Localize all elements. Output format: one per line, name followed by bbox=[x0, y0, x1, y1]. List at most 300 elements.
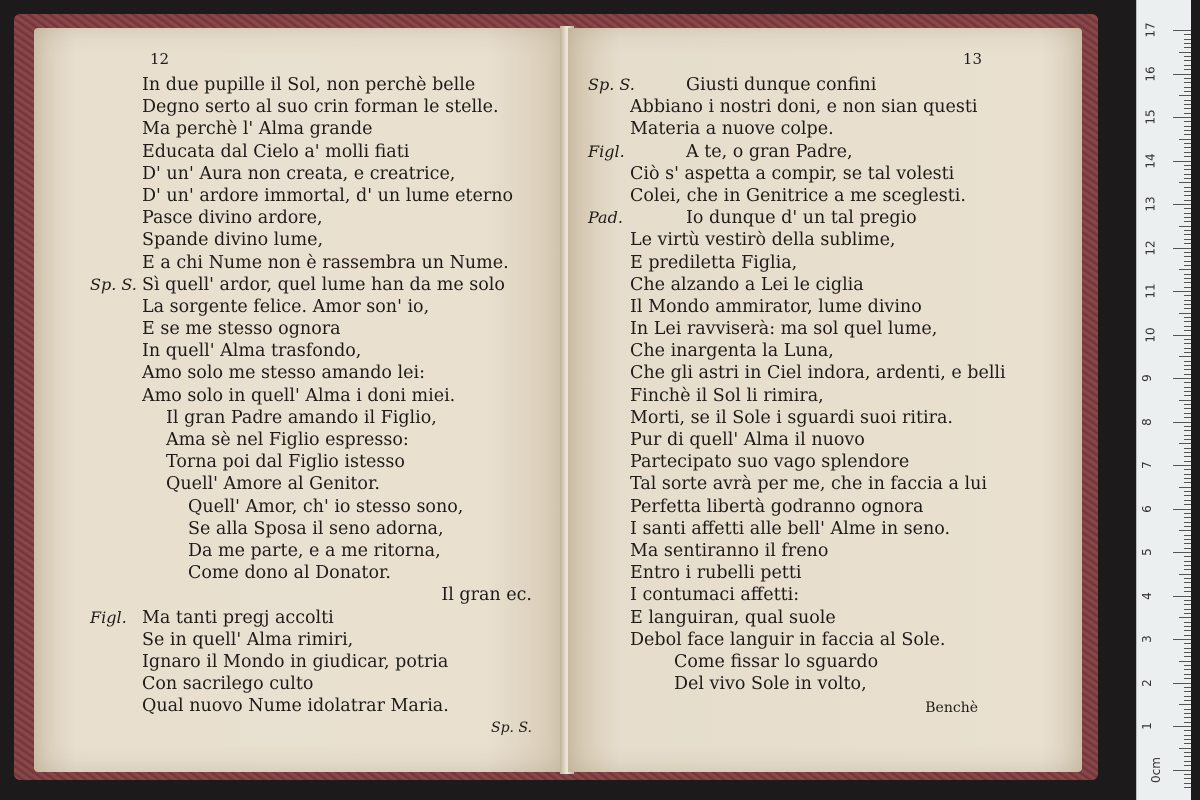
ruler-tick bbox=[1179, 226, 1191, 227]
verse-text: Io dunque d' un tal pregio bbox=[686, 208, 917, 229]
verse-line bbox=[588, 96, 1008, 118]
ruler-tick bbox=[1184, 656, 1191, 657]
ruler-tick bbox=[1184, 604, 1191, 605]
ruler-tick bbox=[1179, 530, 1191, 531]
verse-text: Pur di quell' Alma il nuovo bbox=[630, 430, 865, 450]
verse-text: Il gran ec. bbox=[441, 585, 532, 606]
ruler-tick bbox=[1179, 52, 1191, 53]
verse-text: Quell' Amor, ch' io stesso sono, bbox=[188, 496, 464, 517]
verse-line bbox=[142, 318, 562, 340]
ruler-tick bbox=[1184, 765, 1191, 766]
ruler-tick bbox=[1184, 478, 1191, 479]
verse-line bbox=[142, 473, 562, 495]
verse-line bbox=[588, 118, 1008, 140]
verse-text: In Lei ravviserà: ma sol quel lume, bbox=[630, 319, 938, 340]
ruler-tick bbox=[1184, 187, 1191, 188]
ruler-tick bbox=[1184, 191, 1191, 192]
ruler-tick bbox=[1184, 121, 1191, 122]
ruler-tick bbox=[1184, 374, 1191, 375]
verse-line bbox=[142, 207, 562, 229]
verse-line bbox=[142, 141, 562, 163]
verse-text: In due pupille il Sol, non perchè belle bbox=[142, 75, 476, 95]
ruler-tick bbox=[1184, 295, 1191, 296]
verse-line bbox=[142, 540, 562, 562]
ruler-tick bbox=[1184, 561, 1191, 562]
ruler-tick bbox=[1184, 34, 1191, 35]
verse-text: Con sacrilego culto bbox=[142, 674, 314, 695]
verse-line bbox=[588, 496, 1008, 518]
verse-text: Come dono al Donator. bbox=[188, 563, 391, 584]
ruler-tick bbox=[1184, 696, 1191, 697]
ruler-tick bbox=[1184, 308, 1191, 309]
verse-line bbox=[90, 274, 562, 296]
verse-line bbox=[588, 607, 1008, 629]
verse-text: Spande divino lume, bbox=[142, 230, 324, 251]
ruler-tick bbox=[1184, 87, 1191, 88]
ruler-tick bbox=[1179, 487, 1191, 488]
ruler-tick bbox=[1184, 143, 1191, 144]
ruler-tick bbox=[1184, 278, 1191, 279]
ruler-tick bbox=[1184, 91, 1191, 92]
ruler-tick bbox=[1184, 317, 1191, 318]
ruler-tick bbox=[1184, 648, 1191, 649]
verse-line bbox=[588, 385, 1008, 407]
verse-line bbox=[142, 229, 562, 251]
verse-text: Materia a nuove colpe. bbox=[630, 119, 834, 140]
speaker-label: Sp. S. bbox=[588, 75, 635, 94]
ruler-tick bbox=[1179, 95, 1191, 96]
ruler-tick bbox=[1184, 500, 1191, 501]
ruler-number: 14 bbox=[1143, 152, 1158, 169]
verse-line bbox=[142, 496, 562, 518]
verse-text: Come fissar lo sguardo bbox=[674, 651, 879, 672]
ruler-number: 12 bbox=[1143, 239, 1158, 256]
ruler-tick bbox=[1184, 678, 1191, 679]
ruler-tick bbox=[1179, 356, 1191, 357]
ruler-tick bbox=[1179, 443, 1191, 444]
ruler-tick bbox=[1184, 543, 1191, 544]
ruler-tick bbox=[1184, 495, 1191, 496]
verse-text: I contumaci affetti: bbox=[630, 585, 800, 606]
ruler-tick bbox=[1184, 739, 1191, 740]
ruler-tick bbox=[1173, 509, 1191, 510]
verse-text: E a chi Nume non è rassembra un Nume. bbox=[142, 252, 509, 273]
verse-text: E prediletta Figlia, bbox=[630, 252, 798, 273]
ruler-tick bbox=[1184, 60, 1191, 61]
ruler-number: 8 bbox=[1139, 417, 1154, 426]
ruler-tick bbox=[1184, 239, 1191, 240]
ruler-tick bbox=[1184, 504, 1191, 505]
verse-text: Colei, che in Genitrice a me sceglesti. bbox=[630, 185, 966, 206]
ruler-tick bbox=[1184, 591, 1191, 592]
ruler-number: 5 bbox=[1139, 548, 1154, 556]
ruler-tick bbox=[1173, 30, 1191, 31]
ruler-tick bbox=[1184, 221, 1191, 222]
ruler-number: 13 bbox=[1143, 196, 1158, 212]
ruler-tick bbox=[1184, 304, 1191, 305]
verse-text: Ma sentiranno il freno bbox=[630, 540, 829, 561]
verse-text: Che gli astri in Ciel indora, ardenti, e belli bbox=[630, 363, 1006, 384]
ruler-tick bbox=[1184, 339, 1191, 340]
ruler-tick bbox=[1173, 117, 1191, 118]
ruler-tick bbox=[1184, 578, 1191, 579]
verse-text: Giusti dunque confini bbox=[686, 75, 877, 95]
ruler-tick bbox=[1184, 665, 1191, 666]
ruler-tick bbox=[1184, 626, 1191, 627]
verse-line bbox=[142, 429, 562, 451]
ruler-tick bbox=[1184, 783, 1191, 784]
ruler-tick bbox=[1184, 174, 1191, 175]
right-page bbox=[568, 28, 1082, 772]
verse-text: Del vivo Sole in volto, bbox=[674, 674, 867, 695]
ruler-tick bbox=[1184, 669, 1191, 670]
ruler-number: 6 bbox=[1139, 504, 1154, 513]
ruler-tick bbox=[1184, 408, 1191, 409]
ruler-tick bbox=[1184, 256, 1191, 257]
verse-line bbox=[142, 252, 562, 274]
ruler-number: 9 bbox=[1139, 374, 1154, 382]
verse-text: In quell' Alma trasfondo, bbox=[142, 341, 362, 362]
ruler-tick bbox=[1184, 287, 1191, 288]
verse-line bbox=[142, 296, 562, 318]
verse-line bbox=[142, 362, 562, 384]
ruler-tick bbox=[1184, 600, 1191, 601]
verse-line bbox=[588, 207, 1008, 229]
verse-text: Se alla Sposa il seno adorna, bbox=[188, 518, 444, 539]
ruler-tick bbox=[1184, 774, 1191, 775]
ruler-tick bbox=[1184, 622, 1191, 623]
ruler-tick bbox=[1184, 469, 1191, 470]
verse-text: Il gran Padre amando il Figlio, bbox=[166, 407, 437, 428]
ruler-tick bbox=[1184, 43, 1191, 44]
ruler-tick bbox=[1173, 422, 1191, 423]
verse-line bbox=[142, 118, 562, 140]
ruler-tick bbox=[1184, 39, 1191, 40]
ruler-tick bbox=[1184, 522, 1191, 523]
ruler-tick bbox=[1184, 430, 1191, 431]
ruler-tick bbox=[1184, 152, 1191, 153]
verse-line bbox=[588, 340, 1008, 362]
verse-text: Ma tanti pregj accolti bbox=[142, 607, 334, 628]
ruler-tick bbox=[1184, 730, 1191, 731]
verse-line bbox=[588, 252, 1008, 274]
ruler-tick bbox=[1184, 126, 1191, 127]
speaker-label: Figl. bbox=[588, 141, 625, 161]
speaker-label: Figl. bbox=[90, 607, 127, 627]
ruler-tick bbox=[1184, 213, 1191, 214]
verse-line bbox=[588, 185, 1008, 207]
ruler-number: 1 bbox=[1139, 722, 1154, 730]
verse-text: D' un' Aura non creata, e creatrice, bbox=[142, 163, 456, 184]
verse-line bbox=[588, 651, 1008, 673]
ruler-tick bbox=[1184, 582, 1191, 583]
ruler-tick bbox=[1173, 726, 1191, 727]
ruler-tick bbox=[1184, 565, 1191, 566]
ruler-tick bbox=[1184, 461, 1191, 462]
ruler-tick bbox=[1184, 709, 1191, 710]
ruler-tick bbox=[1173, 378, 1191, 379]
ruler-tick bbox=[1184, 234, 1191, 235]
ruler-tick bbox=[1184, 195, 1191, 196]
ruler-tick bbox=[1184, 539, 1191, 540]
verse-text: D' un' ardore immortal, d' un lume eterno bbox=[142, 185, 513, 206]
right-page-number: 13 bbox=[962, 50, 982, 68]
verse-text: Ma perchè l' Alma grande bbox=[142, 119, 373, 140]
ruler-tick bbox=[1184, 343, 1191, 344]
ruler-tick bbox=[1184, 230, 1191, 231]
verse-text: Da me parte, e a me ritorna, bbox=[188, 540, 441, 561]
ruler-tick bbox=[1184, 517, 1191, 518]
ruler-tick bbox=[1184, 761, 1191, 762]
ruler-tick bbox=[1184, 722, 1191, 723]
right-catchword: Benchè bbox=[925, 700, 978, 716]
ruler-tick bbox=[1184, 535, 1191, 536]
ruler-tick bbox=[1173, 291, 1191, 292]
verse-line bbox=[142, 629, 562, 651]
verse-text: Degno serto al suo crin forman le stelle. bbox=[142, 97, 499, 118]
verse-line bbox=[90, 607, 562, 629]
speaker-label: Pad. bbox=[588, 208, 623, 228]
verse-line bbox=[142, 518, 562, 540]
ruler-tick bbox=[1184, 265, 1191, 266]
verse-line bbox=[588, 296, 1008, 318]
ruler-tick bbox=[1184, 130, 1191, 131]
ruler-tick bbox=[1184, 382, 1191, 383]
verse-text: Perfetta libertà godranno ognora bbox=[630, 496, 924, 517]
ruler-tick bbox=[1184, 300, 1191, 301]
ruler-number: 17 bbox=[1143, 22, 1158, 38]
ruler-tick bbox=[1184, 178, 1191, 179]
ruler-tick bbox=[1184, 609, 1191, 610]
ruler-number: 11 bbox=[1143, 283, 1158, 299]
ruler-tick bbox=[1179, 182, 1191, 183]
ruler-tick bbox=[1184, 643, 1191, 644]
ruler-tick bbox=[1173, 74, 1191, 75]
verse-line bbox=[588, 629, 1008, 651]
verse-line bbox=[588, 540, 1008, 562]
ruler-tick bbox=[1184, 474, 1191, 475]
ruler-tick bbox=[1184, 200, 1191, 201]
verse-line bbox=[588, 562, 1008, 584]
ruler-tick bbox=[1184, 100, 1191, 101]
verse-text: Il Mondo ammirator, lume divino bbox=[630, 296, 922, 317]
ruler-tick bbox=[1184, 113, 1191, 114]
ruler-tick bbox=[1184, 156, 1191, 157]
ruler-tick bbox=[1184, 526, 1191, 527]
speaker-label: Sp. S. bbox=[90, 274, 137, 294]
ruler-tick bbox=[1184, 69, 1191, 70]
ruler-tick bbox=[1184, 787, 1191, 788]
ruler-tick bbox=[1184, 752, 1191, 753]
verse-line bbox=[142, 673, 562, 695]
ruler-tick bbox=[1184, 569, 1191, 570]
ruler-tick bbox=[1184, 691, 1191, 692]
ruler-tick bbox=[1184, 652, 1191, 653]
verse-text: A te, o gran Padre, bbox=[686, 141, 853, 162]
ruler-tick bbox=[1184, 687, 1191, 688]
ruler-tick bbox=[1184, 165, 1191, 166]
ruler-tick bbox=[1184, 274, 1191, 275]
ruler-tick bbox=[1184, 348, 1191, 349]
verse-text: I santi affetti alle bell' Alme in seno. bbox=[630, 518, 951, 539]
verse-text: Ignaro il Mondo in giudicar, potria bbox=[142, 651, 449, 672]
verse-text: Finchè il Sol li rimira, bbox=[630, 385, 824, 406]
verse-text: Le virtù vestirò della sublime, bbox=[630, 230, 896, 251]
ruler-tick bbox=[1184, 352, 1191, 353]
ruler-tick bbox=[1184, 65, 1191, 66]
measuring-ruler bbox=[1136, 0, 1191, 800]
ruler-tick bbox=[1184, 548, 1191, 549]
ruler-tick bbox=[1173, 683, 1191, 684]
verse-line bbox=[142, 163, 562, 185]
ruler-tick bbox=[1173, 465, 1191, 466]
ruler-tick bbox=[1179, 704, 1191, 705]
ruler-tick bbox=[1184, 261, 1191, 262]
verse-line bbox=[142, 74, 562, 96]
verse-text: Amo solo me stesso amando lei: bbox=[142, 363, 425, 384]
verse-line bbox=[142, 651, 562, 673]
verse-text: Morti, se il Sole i sguardi suoi ritira. bbox=[630, 407, 953, 428]
ruler-number: 7 bbox=[1139, 461, 1154, 469]
verse-text: Qual nuovo Nume idolatrar Maria. bbox=[142, 696, 449, 717]
verse-text: Che inargenta la Luna, bbox=[630, 341, 834, 362]
verse-line bbox=[588, 362, 1008, 384]
ruler-number: 15 bbox=[1143, 109, 1158, 125]
verse-line bbox=[588, 584, 1008, 606]
verse-text: Tal sorte avrà per me, che in faccia a lui bbox=[630, 474, 987, 495]
ruler-tick bbox=[1179, 617, 1191, 618]
ruler-tick bbox=[1184, 395, 1191, 396]
right-page-text bbox=[588, 74, 1008, 695]
verse-line bbox=[588, 229, 1008, 251]
verse-line bbox=[588, 429, 1008, 451]
ruler-tick bbox=[1184, 387, 1191, 388]
verse-text: La sorgente felice. Amor son' io, bbox=[142, 296, 430, 317]
ruler-tick bbox=[1184, 243, 1191, 244]
verse-text: Ama sè nel Figlio espresso: bbox=[166, 430, 409, 450]
verse-line bbox=[588, 673, 1008, 695]
ruler-tick bbox=[1173, 248, 1191, 249]
verse-line bbox=[142, 340, 562, 362]
ruler-tick bbox=[1184, 108, 1191, 109]
ruler-tick bbox=[1184, 282, 1191, 283]
ruler-tick bbox=[1173, 204, 1191, 205]
verse-text: Ciò s' aspetta a compir, se tal volesti bbox=[630, 163, 955, 184]
ruler-tick bbox=[1184, 630, 1191, 631]
ruler-tick bbox=[1179, 661, 1191, 662]
ruler-number: 10 bbox=[1143, 326, 1158, 343]
verse-line bbox=[142, 407, 562, 429]
ruler-tick bbox=[1184, 426, 1191, 427]
ruler-tick bbox=[1184, 330, 1191, 331]
verse-line bbox=[588, 141, 1008, 163]
verse-text: Torna poi dal Figlio istesso bbox=[166, 452, 405, 473]
ruler-tick bbox=[1179, 574, 1191, 575]
ruler-number: 2 bbox=[1139, 678, 1154, 687]
ruler-tick bbox=[1184, 413, 1191, 414]
verse-text: Amo solo in quell' Alma i doni miei. bbox=[142, 385, 456, 406]
ruler-tick bbox=[1184, 78, 1191, 79]
ruler-tick bbox=[1184, 735, 1191, 736]
ruler-tick bbox=[1184, 326, 1191, 327]
verse-text: Pasce divino ardore, bbox=[142, 208, 323, 229]
ruler-tick bbox=[1184, 252, 1191, 253]
ruler-tick bbox=[1184, 482, 1191, 483]
left-page bbox=[34, 28, 566, 772]
ruler-tick bbox=[1184, 361, 1191, 362]
ruler-tick bbox=[1184, 217, 1191, 218]
verse-line bbox=[588, 451, 1008, 473]
verse-text: Partecipato suo vago splendore bbox=[630, 452, 910, 473]
ruler-tick bbox=[1184, 365, 1191, 366]
verse-line bbox=[588, 407, 1008, 429]
verse-text: E se me stesso ognora bbox=[142, 319, 341, 340]
verse-line bbox=[142, 185, 562, 207]
ruler-tick bbox=[1184, 452, 1191, 453]
ruler-tick bbox=[1179, 313, 1191, 314]
verse-text: Debol face languir in faccia al Sole. bbox=[630, 629, 946, 650]
verse-line bbox=[142, 562, 562, 584]
verse-line bbox=[142, 451, 562, 473]
ruler-tick bbox=[1184, 778, 1191, 779]
ruler-number: 0cm bbox=[1148, 756, 1163, 783]
verse-text: Quell' Amore al Genitor. bbox=[166, 474, 380, 495]
verse-line bbox=[142, 695, 562, 717]
ruler-tick bbox=[1184, 439, 1191, 440]
ruler-tick bbox=[1173, 335, 1191, 336]
ruler-tick bbox=[1184, 147, 1191, 148]
left-page-number: 12 bbox=[150, 50, 170, 68]
ruler-tick bbox=[1184, 456, 1191, 457]
ruler-tick bbox=[1184, 717, 1191, 718]
verse-line bbox=[588, 163, 1008, 185]
verse-line bbox=[588, 274, 1008, 296]
ruler-tick bbox=[1184, 700, 1191, 701]
ruler-tick bbox=[1184, 713, 1191, 714]
verse-line bbox=[588, 518, 1008, 540]
ruler-tick bbox=[1184, 104, 1191, 105]
ruler-tick bbox=[1184, 208, 1191, 209]
ruler-tick bbox=[1184, 435, 1191, 436]
verse-text: E languiran, qual suole bbox=[630, 607, 836, 628]
ruler-tick bbox=[1184, 369, 1191, 370]
verse-text: Se in quell' Alma rimiri, bbox=[142, 629, 354, 650]
ruler-tick bbox=[1184, 587, 1191, 588]
ruler-tick bbox=[1184, 56, 1191, 57]
ruler-tick bbox=[1179, 269, 1191, 270]
ruler-tick bbox=[1184, 82, 1191, 83]
ruler-tick bbox=[1184, 321, 1191, 322]
ruler-tick bbox=[1184, 47, 1191, 48]
ruler-tick bbox=[1184, 491, 1191, 492]
verse-line bbox=[588, 74, 1008, 96]
ruler-tick bbox=[1184, 134, 1191, 135]
verse-line bbox=[588, 318, 1008, 340]
verse-text: Sì quell' ardor, quel lume han da me solo bbox=[142, 274, 505, 295]
verse-text: Che alzando a Lei le ciglia bbox=[630, 274, 864, 295]
ruler-tick bbox=[1173, 639, 1191, 640]
ruler-tick bbox=[1184, 756, 1191, 757]
ruler-tick bbox=[1184, 404, 1191, 405]
ruler-tick bbox=[1184, 169, 1191, 170]
verse-text: Educata dal Cielo a' molli fiati bbox=[142, 141, 410, 162]
ruler-tick bbox=[1173, 596, 1191, 597]
ruler-tick bbox=[1173, 552, 1191, 553]
ruler-number: 3 bbox=[1139, 635, 1154, 643]
ruler-tick bbox=[1184, 674, 1191, 675]
ruler-tick bbox=[1184, 448, 1191, 449]
ruler-tick bbox=[1173, 161, 1191, 162]
